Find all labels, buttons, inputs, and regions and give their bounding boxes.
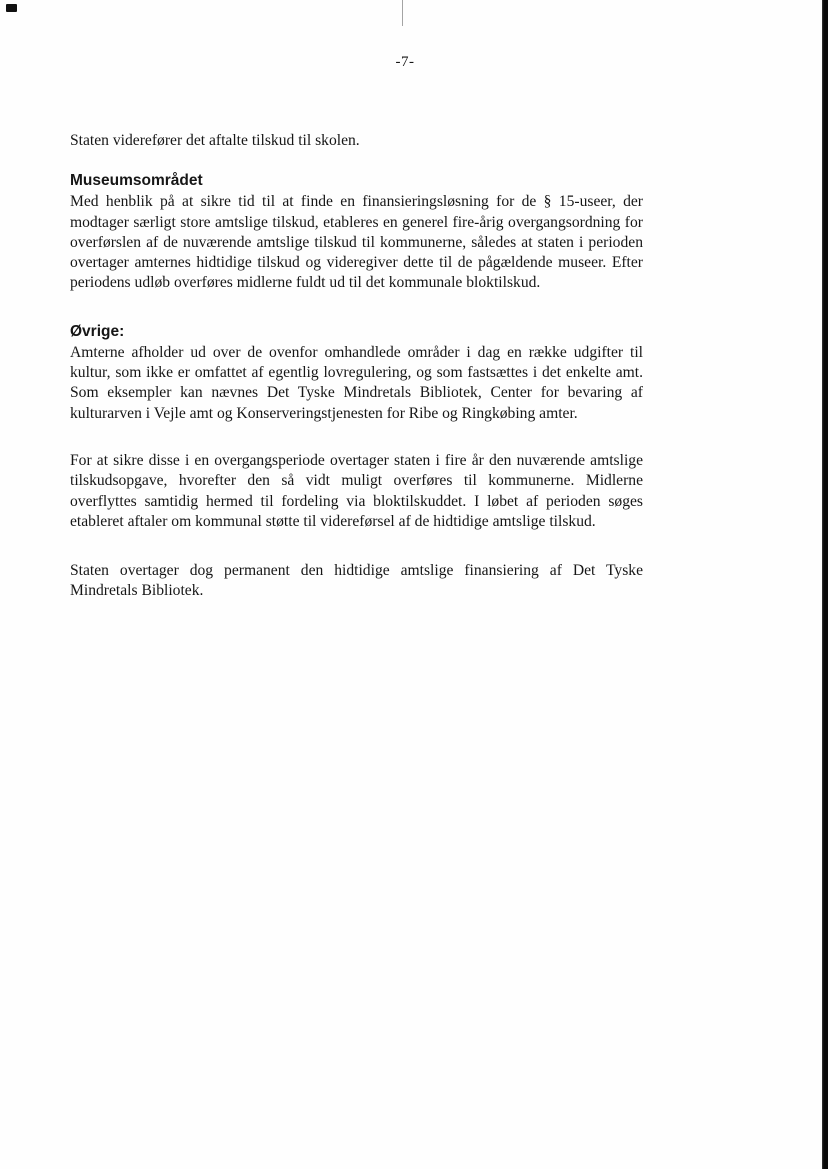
scan-speck-artifact xyxy=(6,4,17,12)
paragraph-museumsomraadet: Med henblik på at sikre tid til at finde en finansieringsløsning for de § 15-useer, der modtager særligt store amtslige tilskud, etableres en generel fire-årig overgangsordning for overførslen af de nuværende amtslige tilskud til kommunerne, således at staten i perioden overtager amternes hidtidige tilskud og videregiver dette til de pågældende museer. Efter periodens udløb overføres midlerne fuldt ud til det kommunale bloktilskud. xyxy=(70,193,643,292)
scan-edge-artifact xyxy=(822,0,828,1169)
paragraph-final: Staten overtager dog permanent den hidtidige amtslige finansiering af Det Tyske Mindretals Bibliotek. xyxy=(70,562,643,600)
section-heading-museumsomraadet: Museumsområdet xyxy=(70,172,203,190)
scan-line-artifact xyxy=(402,0,403,26)
paragraph-transition: For at sikre disse i en overgangsperiode overtager staten i fire år den nuværende amtslige tilskudsopgave, hvorefter den så vidt muligt overføres til kommunerne. Midlerne overflyttes samtidig hermed til fordeling via bloktilskuddet. I løbet af perioden søges etableret aftaler om kommunal støtte til videreførsel af de hidtidige amtslige tilskud. xyxy=(70,451,643,530)
document-body xyxy=(70,131,643,602)
page-number: -7- xyxy=(395,54,415,70)
paragraph-intro: Staten viderefører det aftalte tilskud til skolen. xyxy=(70,132,360,149)
paragraph-oevrige: Amterne afholder ud over de ovenfor omhandlede områder i dag en række udgifter til kultur, som ikke er omfattet af egentlig lovregulering, og som fastsættes i det enkelte amt. Som eksempler kan nævnes Det Tyske Mindretals Bibliotek, Center for bevaring af kulturarven i Vejle amt og Konserveringstjenesten for Ribe og Ringkøbing amter. xyxy=(70,343,643,422)
section-heading-oevrige: Øvrige: xyxy=(70,322,125,340)
